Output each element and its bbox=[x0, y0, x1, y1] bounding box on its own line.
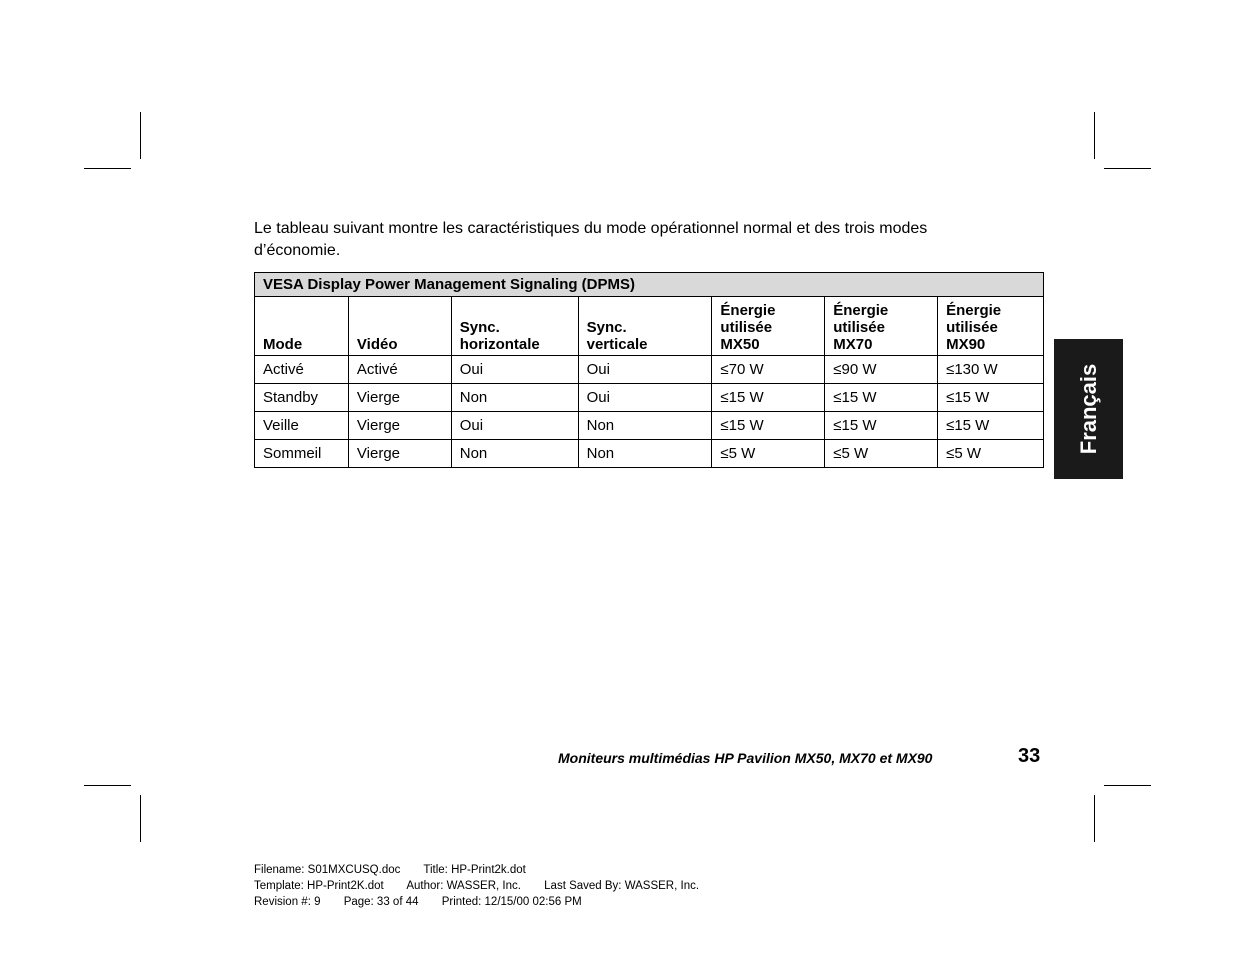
table-cell: Oui bbox=[578, 384, 712, 412]
table-cell: Sommeil bbox=[255, 440, 349, 468]
table-cell: ≤130 W bbox=[938, 356, 1044, 384]
meta-page: Page: 33 of 44 bbox=[343, 896, 419, 908]
table-cell: Activé bbox=[255, 356, 349, 384]
table-row bbox=[255, 356, 1044, 384]
column-header bbox=[825, 297, 938, 356]
crop-mark bbox=[1104, 168, 1151, 169]
document-metadata bbox=[254, 862, 699, 910]
running-footer-title: Moniteurs multimédias HP Pavilion MX50, MX70 et MX90 bbox=[558, 750, 933, 766]
table-cell: ≤5 W bbox=[712, 440, 825, 468]
column-header-line: Mode bbox=[263, 336, 303, 353]
table-row bbox=[255, 412, 1044, 440]
column-header bbox=[938, 297, 1044, 356]
meta-last-saved: Last Saved By: WASSER, Inc. bbox=[544, 880, 700, 892]
table-cell: ≤15 W bbox=[825, 412, 938, 440]
column-header-line: horizontale bbox=[459, 336, 540, 353]
column-header-line: utilisée bbox=[720, 319, 773, 336]
table-cell: Oui bbox=[451, 412, 578, 440]
table-cell: ≤5 W bbox=[825, 440, 938, 468]
language-tab-label: Français bbox=[1075, 363, 1101, 455]
crop-mark bbox=[84, 785, 131, 786]
crop-mark bbox=[140, 795, 141, 842]
meta-title: Title: HP-Print2k.dot bbox=[423, 864, 526, 876]
column-header-line: Énergie bbox=[720, 302, 776, 319]
column-header-line: Sync. bbox=[459, 319, 500, 336]
table-cell: Non bbox=[578, 412, 712, 440]
table-cell: Activé bbox=[348, 356, 451, 384]
meta-filename: Filename: S01MXCUSQ.doc bbox=[254, 864, 401, 876]
meta-author: Author: WASSER, Inc. bbox=[406, 880, 521, 892]
column-header-line: Énergie bbox=[833, 302, 889, 319]
crop-mark bbox=[1094, 112, 1095, 159]
table-cell: Veille bbox=[255, 412, 349, 440]
column-header-line: utilisée bbox=[833, 319, 885, 336]
table-cell: Non bbox=[451, 440, 578, 468]
table-cell: Non bbox=[451, 384, 578, 412]
column-header-line: Vidéo bbox=[356, 336, 398, 353]
table-cell: Non bbox=[578, 440, 712, 468]
dpms-table bbox=[254, 272, 1044, 468]
table-cell: ≤15 W bbox=[712, 412, 825, 440]
column-header bbox=[255, 297, 349, 356]
table-cell: ≤15 W bbox=[938, 384, 1044, 412]
column-header-line: utilisée bbox=[946, 319, 998, 336]
table-cell: ≤15 W bbox=[825, 384, 938, 412]
intro-line-1: Le tableau suivant montre les caractéristiques du mode opérationnel normal et des trois modes bbox=[254, 220, 928, 237]
intro-paragraph bbox=[254, 218, 974, 262]
table-caption: VESA Display Power Management Signaling (DPMS) bbox=[255, 273, 1044, 297]
table-cell: Oui bbox=[451, 356, 578, 384]
crop-mark bbox=[1104, 785, 1151, 786]
column-header bbox=[451, 297, 578, 356]
table-cell: Vierge bbox=[348, 440, 451, 468]
column-header-line: verticale bbox=[586, 336, 648, 353]
table-body bbox=[255, 356, 1044, 468]
language-tab bbox=[1054, 339, 1123, 479]
crop-mark bbox=[140, 112, 141, 159]
column-header bbox=[578, 297, 712, 356]
column-header-line: MX90 bbox=[946, 336, 986, 353]
table-row bbox=[255, 384, 1044, 412]
table-cell: Oui bbox=[578, 356, 712, 384]
intro-line-2: d’économie. bbox=[254, 242, 341, 259]
table-cell: ≤90 W bbox=[825, 356, 938, 384]
table-row bbox=[255, 440, 1044, 468]
page-number: 33 bbox=[1018, 745, 1041, 767]
crop-mark bbox=[84, 168, 131, 169]
table-cell: Vierge bbox=[348, 412, 451, 440]
table-cell: Vierge bbox=[348, 384, 451, 412]
meta-revision: Revision #: 9 bbox=[254, 896, 321, 908]
table-cell: ≤15 W bbox=[712, 384, 825, 412]
table-cell: ≤70 W bbox=[712, 356, 825, 384]
table-cell: Standby bbox=[255, 384, 349, 412]
column-header-line: Sync. bbox=[586, 319, 627, 336]
column-header bbox=[348, 297, 451, 356]
meta-printed: Printed: 12/15/00 02:56 PM bbox=[441, 896, 582, 908]
crop-mark bbox=[1094, 795, 1095, 842]
meta-template: Template: HP-Print2K.dot bbox=[254, 880, 384, 892]
table-cell: ≤15 W bbox=[938, 412, 1044, 440]
table-cell: ≤5 W bbox=[938, 440, 1044, 468]
column-header bbox=[712, 297, 825, 356]
column-header-line: MX70 bbox=[833, 336, 873, 353]
column-header-line: Énergie bbox=[946, 302, 1002, 319]
table-header-row bbox=[255, 297, 1044, 356]
column-header-line: MX50 bbox=[720, 336, 760, 353]
